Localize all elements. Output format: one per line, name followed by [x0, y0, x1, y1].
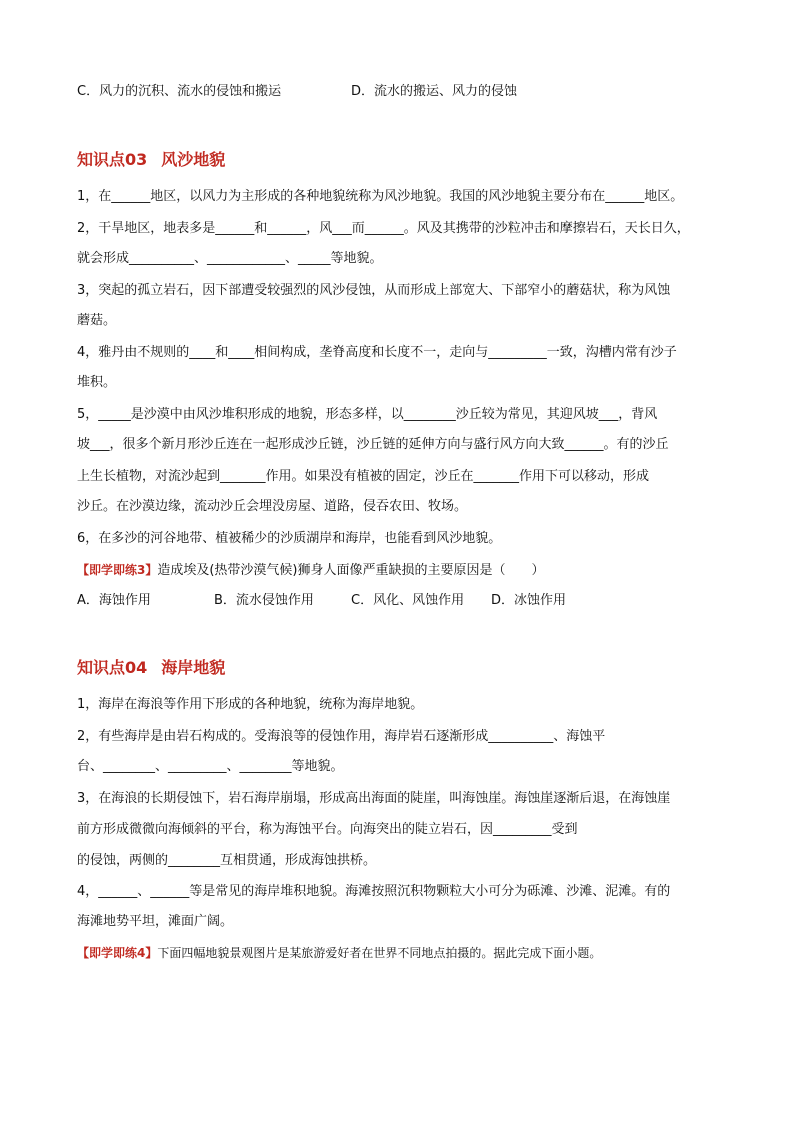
section3-line: 堆积。 — [77, 375, 117, 390]
section3-line: 6，在多沙的河谷地带、植被稀少的沙质湖岸和海岸，也能看到风沙地貌。 — [77, 531, 502, 546]
section4-line: 海滩地势平坦，滩面广阔。 — [77, 914, 234, 929]
section4-line: 1，海岸在海浪等作用下形成的各种地貌，统称为海岸地貌。 — [77, 697, 424, 712]
top-option-d[interactable]: D．流水的搬运、风力的侵蚀 — [351, 84, 518, 99]
section4-line: 4，______、______等是常见的海岸堆积地貌。海滩按照沉积物颗粒大小可分为砾滩、沙滩、泥滩。有的 — [77, 884, 671, 899]
section4-line: 3，在海浪的长期侵蚀下，岩石海岸崩塌，形成高出海面的陡崖，叫海蚀崖。海蚀崖逐渐后退，在海蚀崖 — [77, 791, 671, 806]
practice-question: 下面四幅地貌景观图片是某旅游爱好者在世界不同地点拍摄的。据此完成下面小题。 — [157, 946, 602, 960]
section4-practice — [77, 943, 601, 964]
practice-tag: 【即学即练3】 — [77, 563, 158, 577]
section3-line: 1，在______地区，以风力为主形成的各种地貌统称为风沙地貌。我国的风沙地貌主要分布在______地区。 — [77, 189, 684, 204]
section3-line: 3，突起的孤立岩石，因下部遭受较强烈的风沙侵蚀，从而形成上部宽大、下部窄小的蘑菇状，称为风蚀 — [77, 283, 671, 298]
section3-heading-num: 知识点03 — [77, 150, 148, 169]
section3-line: 2，干旱地区，地表多是______和______，风___而______。风及其携带的沙粒冲击和摩擦岩石，天长日久， — [77, 221, 690, 236]
section4-line: 2，有些海岸是由岩石构成的。受海浪等的侵蚀作用，海岸岩石逐渐形成__________、海蚀平 — [77, 729, 606, 744]
section3-line: 4，雅丹由不规则的____和____相间构成，垄脊高度和长度不一，走向与_________一致，沟槽内常有沙子 — [77, 345, 677, 360]
section3-practice — [77, 560, 545, 581]
section3-line: 上生长植物，对流沙起到_______作用。如果没有植被的固定，沙丘在_______作用下可以移动，形成 — [77, 469, 650, 484]
section3-line: 5，_____是沙漠中由风沙堆积形成的地貌，形态多样，以________沙丘较为常见，其迎风坡___，背风 — [77, 407, 658, 422]
section3-heading-title: 风沙地貌 — [161, 150, 226, 169]
practice-question: 造成埃及(热带沙漠气候)狮身人面像严重缺损的主要原因是（ ） — [157, 563, 545, 578]
section3-line: 坡___，很多个新月形沙丘连在一起形成沙丘链，沙丘链的延伸方向与盛行风方向大致______。有的沙丘 — [77, 437, 669, 452]
section4-heading-num: 知识点04 — [77, 658, 148, 677]
section4-line: 台、________、_________、________等地貌。 — [77, 759, 344, 774]
section3-option-a[interactable]: A．海蚀作用 — [77, 593, 151, 608]
practice-tag: 【即学即练4】 — [77, 946, 158, 960]
section3-option-c[interactable]: C．风化、风蚀作用 — [351, 593, 465, 608]
section4-line: 的侵蚀，两侧的________互相贯通，形成海蚀拱桥。 — [77, 853, 377, 868]
section3-heading — [77, 149, 225, 171]
section4-heading — [77, 657, 225, 679]
section3-line: 就会形成__________、____________、_____等地貌。 — [77, 251, 383, 266]
section3-option-b[interactable]: B．流水侵蚀作用 — [214, 593, 314, 608]
section3-option-d[interactable]: D．冰蚀作用 — [491, 593, 567, 608]
section3-line: 蘑菇。 — [77, 313, 117, 328]
section4-heading-title: 海岸地貌 — [161, 658, 226, 677]
section3-line: 沙丘。在沙漠边缘，流动沙丘会埋没房屋、道路，侵吞农田、牧场。 — [77, 499, 468, 514]
top-option-c[interactable]: C．风力的沉积、流水的侵蚀和搬运 — [77, 84, 282, 99]
section4-line: 前方形成微微向海倾斜的平台，称为海蚀平台。向海突出的陡立岩石，因_________受到 — [77, 822, 578, 837]
